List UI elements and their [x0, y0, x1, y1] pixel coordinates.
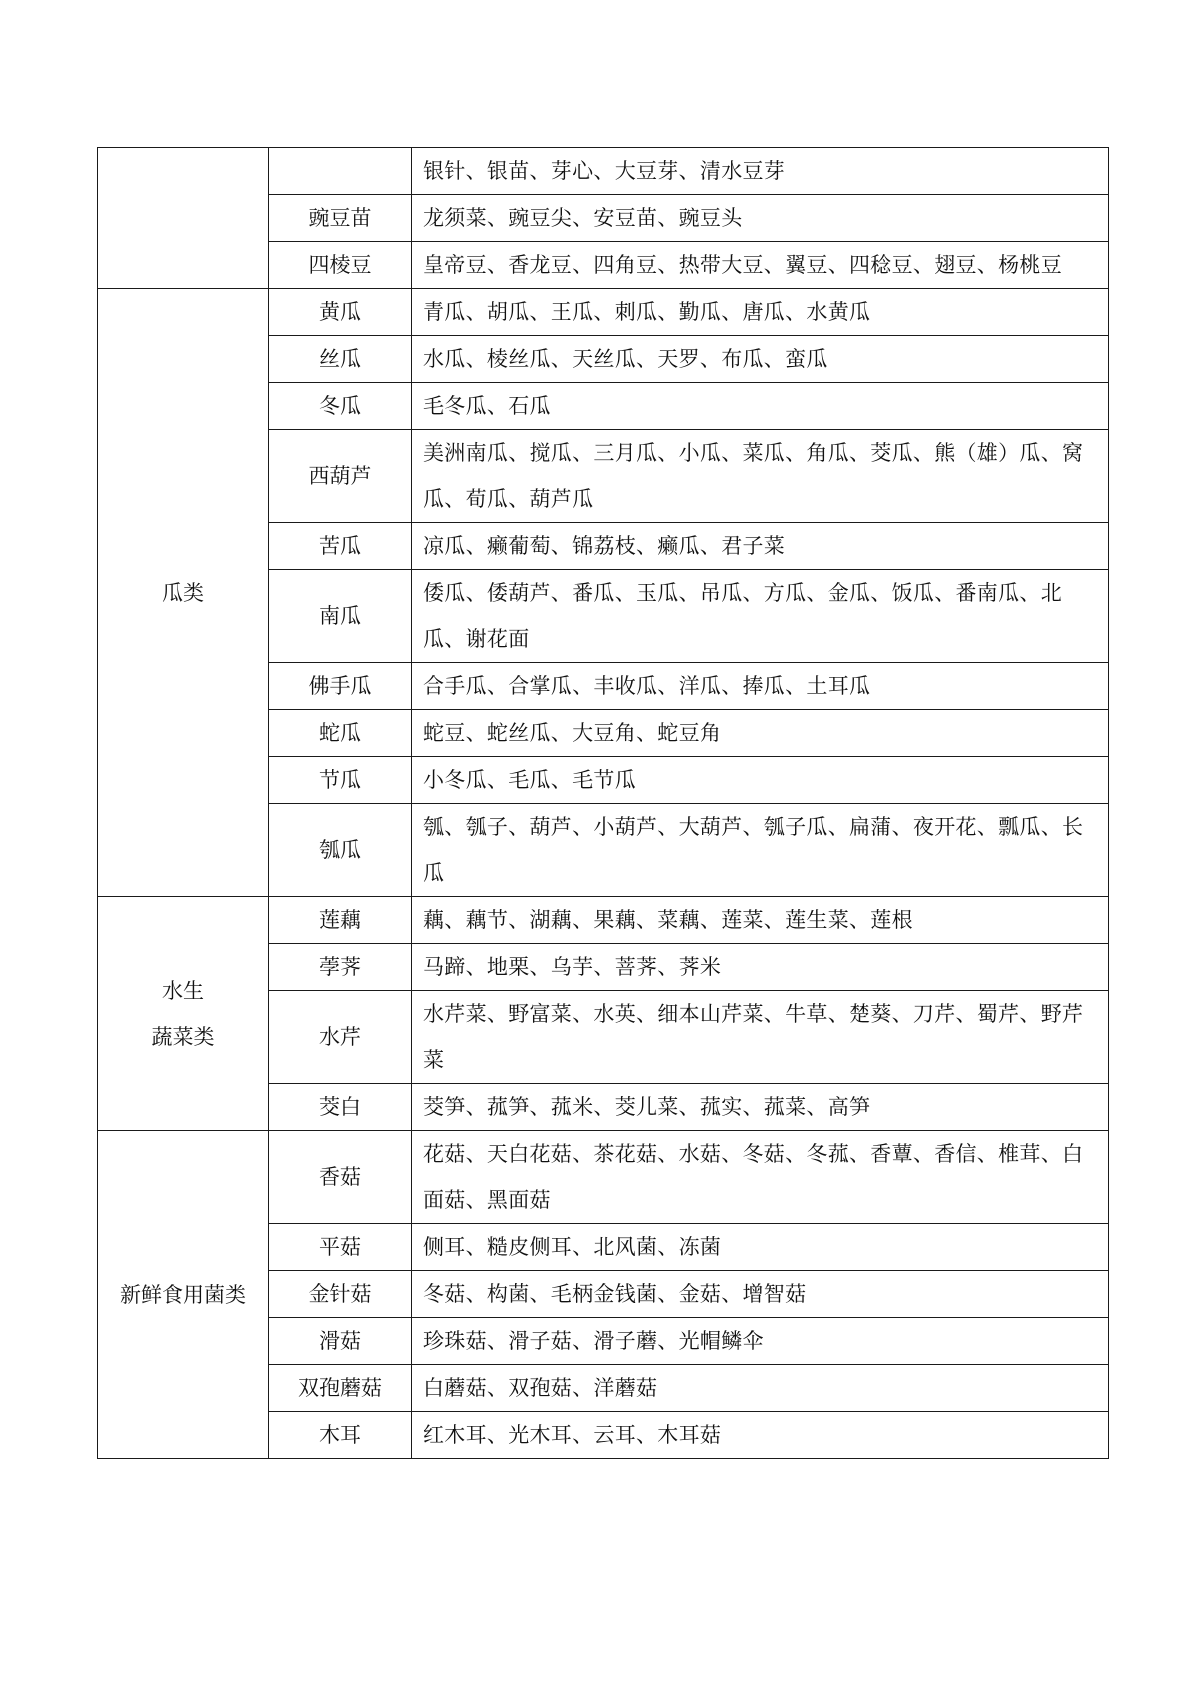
vegetable-name-cell: 茭白	[269, 1084, 412, 1131]
vegetable-name-cell: 滑菇	[269, 1318, 412, 1365]
vegetable-name-cell: 荸荠	[269, 944, 412, 991]
category-cell	[98, 148, 269, 289]
alias-list-cell: 银针、银苗、芽心、大豆芽、清水豆芽	[412, 148, 1109, 195]
vegetable-name-cell: 平菇	[269, 1224, 412, 1271]
table-row	[98, 289, 1109, 336]
alias-list-cell: 合手瓜、合掌瓜、丰收瓜、洋瓜、捧瓜、土耳瓜	[412, 663, 1109, 710]
alias-list-cell: 倭瓜、倭葫芦、番瓜、玉瓜、吊瓜、方瓜、金瓜、饭瓜、番南瓜、北瓜、谢花面	[412, 570, 1109, 663]
category-cell	[98, 1131, 269, 1459]
alias-list-cell: 瓠、瓠子、葫芦、小葫芦、大葫芦、瓠子瓜、扁蒲、夜开花、瓢瓜、长瓜	[412, 804, 1109, 897]
vegetable-name-cell: 黄瓜	[269, 289, 412, 336]
alias-list-cell: 茭笋、菰笋、菰米、茭儿菜、菰实、菰菜、高笋	[412, 1084, 1109, 1131]
category-cell	[98, 897, 269, 1131]
alias-list-cell: 白蘑菇、双孢菇、洋蘑菇	[412, 1365, 1109, 1412]
alias-list-cell: 侧耳、糙皮侧耳、北风菌、冻菌	[412, 1224, 1109, 1271]
vegetable-name-cell: 瓠瓜	[269, 804, 412, 897]
vegetable-name-cell	[269, 148, 412, 195]
alias-list-cell: 毛冬瓜、石瓜	[412, 383, 1109, 430]
vegetable-name-cell: 金针菇	[269, 1271, 412, 1318]
alias-list-cell: 珍珠菇、滑子菇、滑子蘑、光帽鳞伞	[412, 1318, 1109, 1365]
alias-list-cell: 藕、藕节、湖藕、果藕、菜藕、莲菜、莲生菜、莲根	[412, 897, 1109, 944]
vegetable-name-cell: 木耳	[269, 1412, 412, 1459]
vegetable-name-cell: 蛇瓜	[269, 710, 412, 757]
alias-list-cell: 小冬瓜、毛瓜、毛节瓜	[412, 757, 1109, 804]
vegetable-alias-table	[97, 147, 1109, 1459]
alias-list-cell: 冬菇、构菌、毛柄金钱菌、金菇、增智菇	[412, 1271, 1109, 1318]
alias-list-cell: 皇帝豆、香龙豆、四角豆、热带大豆、翼豆、四稔豆、翅豆、杨桃豆	[412, 242, 1109, 289]
table-row	[98, 897, 1109, 944]
alias-list-cell: 青瓜、胡瓜、王瓜、刺瓜、勤瓜、唐瓜、水黄瓜	[412, 289, 1109, 336]
vegetable-name-cell: 南瓜	[269, 570, 412, 663]
category-label: 新鲜食用菌类	[120, 1282, 246, 1307]
vegetable-name-cell: 豌豆苗	[269, 195, 412, 242]
alias-list-cell: 龙须菜、豌豆尖、安豆苗、豌豆头	[412, 195, 1109, 242]
table-row	[98, 148, 1109, 195]
table-row	[98, 1131, 1109, 1224]
vegetable-name-cell: 佛手瓜	[269, 663, 412, 710]
alias-list-cell: 蛇豆、蛇丝瓜、大豆角、蛇豆角	[412, 710, 1109, 757]
alias-list-cell: 水瓜、棱丝瓜、天丝瓜、天罗、布瓜、蛮瓜	[412, 336, 1109, 383]
vegetable-name-cell: 莲藕	[269, 897, 412, 944]
vegetable-name-cell: 冬瓜	[269, 383, 412, 430]
alias-list-cell: 水芹菜、野富菜、水英、细本山芹菜、牛草、楚葵、刀芹、蜀芹、野芹菜	[412, 991, 1109, 1084]
alias-list-cell: 红木耳、光木耳、云耳、木耳菇	[412, 1412, 1109, 1459]
alias-list-cell: 花菇、天白花菇、茶花菇、水菇、冬菇、冬菰、香蕈、香信、椎茸、白面菇、黑面菇	[412, 1131, 1109, 1224]
category-label: 蔬菜类	[151, 1024, 215, 1049]
category-label: 水生	[162, 978, 204, 1003]
alias-list-cell: 凉瓜、癞葡萄、锦荔枝、癞瓜、君子菜	[412, 523, 1109, 570]
vegetable-name-cell: 节瓜	[269, 757, 412, 804]
vegetable-name-cell: 西葫芦	[269, 430, 412, 523]
table-body	[98, 148, 1109, 1459]
vegetable-name-cell: 丝瓜	[269, 336, 412, 383]
category-label: 瓜类	[162, 580, 204, 605]
vegetable-name-cell: 双孢蘑菇	[269, 1365, 412, 1412]
alias-list-cell: 美洲南瓜、搅瓜、三月瓜、小瓜、菜瓜、角瓜、茭瓜、熊（雄）瓜、窝瓜、荀瓜、葫芦瓜	[412, 430, 1109, 523]
alias-list-cell: 马蹄、地栗、乌芋、菩荠、荠米	[412, 944, 1109, 991]
vegetable-name-cell: 四棱豆	[269, 242, 412, 289]
vegetable-name-cell: 香菇	[269, 1131, 412, 1224]
vegetable-name-cell: 苦瓜	[269, 523, 412, 570]
vegetable-name-cell: 水芹	[269, 991, 412, 1084]
category-cell	[98, 289, 269, 897]
